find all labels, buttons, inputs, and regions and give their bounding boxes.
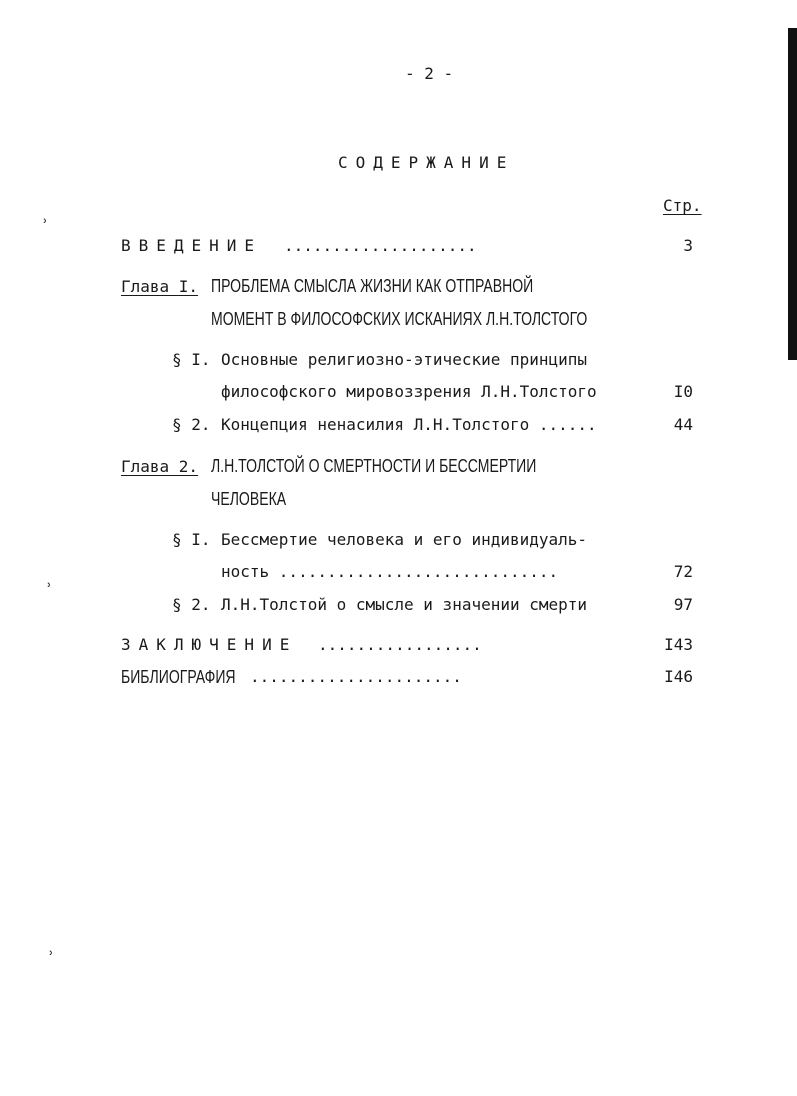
page-column-header: Стр. (663, 196, 702, 215)
toc-dots: ...................... (250, 667, 462, 686)
scan-mark: ˒ (44, 576, 54, 595)
section-title-line2: философского мировоззрения Л.Н.Толстого (221, 382, 597, 401)
toc-label: ЗАКЛЮЧЕНИЕ (121, 635, 298, 654)
section-number: § 2. (172, 415, 211, 434)
toc-page: 97 (673, 595, 693, 614)
toc-dots: .................... (284, 236, 477, 255)
toc-dots: ................. (318, 635, 482, 654)
page-number: - 2 - (405, 64, 454, 83)
section-title-line1: Основные религиозно-этические принципы (221, 350, 588, 369)
section-number: § I. (172, 350, 211, 369)
chapter-label: Глава 2. (121, 457, 199, 476)
section-title-line1: Л.Н.Толстой о смысле и значении смерти (221, 595, 588, 614)
toc-page: 3 (683, 236, 693, 255)
scan-edge-bar (788, 28, 797, 360)
section-title-line1: Концепция ненасилия Л.Н.Толстого ...... (221, 415, 597, 434)
chapter-title-line1: ПРОБЛЕМА СМЫСЛА ЖИЗНИ КАК ОТПРАВНОЙ (211, 276, 534, 296)
scan-mark: ˒ (40, 212, 50, 231)
chapter-title-line2: ЧЕЛОВЕКА (211, 489, 287, 509)
chapter-title-line1: Л.Н.ТОЛСТОЙ О СМЕРТНОСТИ И БЕССМЕРТИИ (211, 456, 537, 476)
section-number: § 2. (172, 595, 211, 614)
toc-page: 72 (673, 562, 693, 581)
toc-page: I46 (664, 667, 693, 686)
chapter-label: Глава I. (121, 277, 199, 296)
toc-label: БИБЛИОГРАФИЯ (121, 667, 236, 687)
toc-page: I0 (673, 382, 693, 401)
section-number: § I. (172, 530, 211, 549)
toc-label: ВВЕДЕНИЕ (121, 236, 263, 255)
section-title-line1: Бессмертие человека и его индивидуаль- (221, 530, 588, 549)
toc-page: 44 (673, 415, 693, 434)
page-title: СОДЕРЖАНИЕ (338, 153, 515, 172)
chapter-title-line2: МОМЕНТ В ФИЛОСОФСКИХ ИСКАНИЯХ Л.Н.ТОЛСТОГО (211, 309, 588, 329)
toc-page: I43 (664, 635, 693, 654)
section-title-line2: ность ............................. (221, 562, 559, 581)
scan-mark: ˒ (46, 944, 56, 963)
